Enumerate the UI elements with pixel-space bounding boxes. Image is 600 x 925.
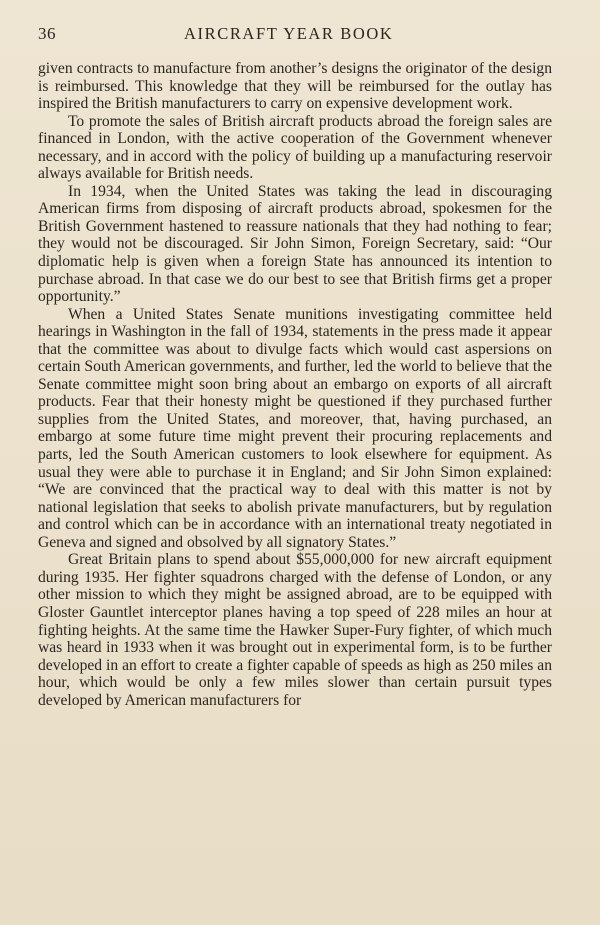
paragraph-senate-committee: When a United States Senate munitions investigating committee held hearings in Washington in the fall of 1934, statements in the press made it appear that the committee was about to divulge facts which would cast aspersions on certain South American governments, and further, led the world to believe that the Senate committee might soon bring about an embargo on exports of all aircraft products. Fear that their honesty might be questioned if they purchased further supplies from the United States, and moreover, that, having purchased, an embargo at some future time might prevent their procuring replacements and parts, led the South American customers to look elsewhere for equipment. As usual they were able to purchase it in England; and Sir John Simon explained: “We are convinced that the practical way to deal with this matter is not by national legislation that seeks to abolish private manufacturers, but by regulation and control which can be in accordance with an international treaty negotiated in Geneva and signed and obsolved by all signatory States.” xyxy=(38,305,552,551)
running-title: AIRCRAFT YEAR BOOK xyxy=(184,24,394,43)
body-text xyxy=(38,60,552,709)
paragraph-1935-plans: Great Britain plans to spend about $55,000,000 for new aircraft equipment during 1935. Her fighter squadrons charged with the defense of London, or any other mission to which they might be assigned abroad, are to be equipped with Gloster Gauntlet interceptor planes having a top speed of 228 miles an hour at fighting heights. At the same time the Hawker Super-Fury fighter, of which much was heard in 1933 when it was brought out in experimental form, is to be further developed in an effort to create a fighter capable of speeds as high as 250 miles an hour, which would be only a few miles slower than certain pursuit types developed by American manufacturers for xyxy=(38,551,552,709)
page-header xyxy=(38,22,550,46)
paragraph-continued: given contracts to manufacture from another’s designs the originator of the design is reimbursed. This knowledge that they will be reimbursed for the outlay has inspired the British manufacturers to carry on expensive development work. xyxy=(38,60,552,113)
page-number: 36 xyxy=(38,24,56,43)
paragraph-1934-reassurance: In 1934, when the United States was taking the lead in discouraging American firms from disposing of aircraft products abroad, spokesmen for the British Government hastened to reassure nationals that they had nothing to fear; they would not be discouraged. Sir John Simon, Foreign Secretary, said: “Our diplomatic help is given when a foreign State has announced its intention to purchase abroad. In that case we do our best to see that British firms get a proper opportunity.” xyxy=(38,182,552,306)
paragraph-sales-abroad: To promote the sales of British aircraft products abroad the foreign sales are financed in London, with the active cooperation of the Government whenever necessary, and in accord with the policy of building up a manufacturing reservoir always available for British needs. xyxy=(38,112,552,183)
